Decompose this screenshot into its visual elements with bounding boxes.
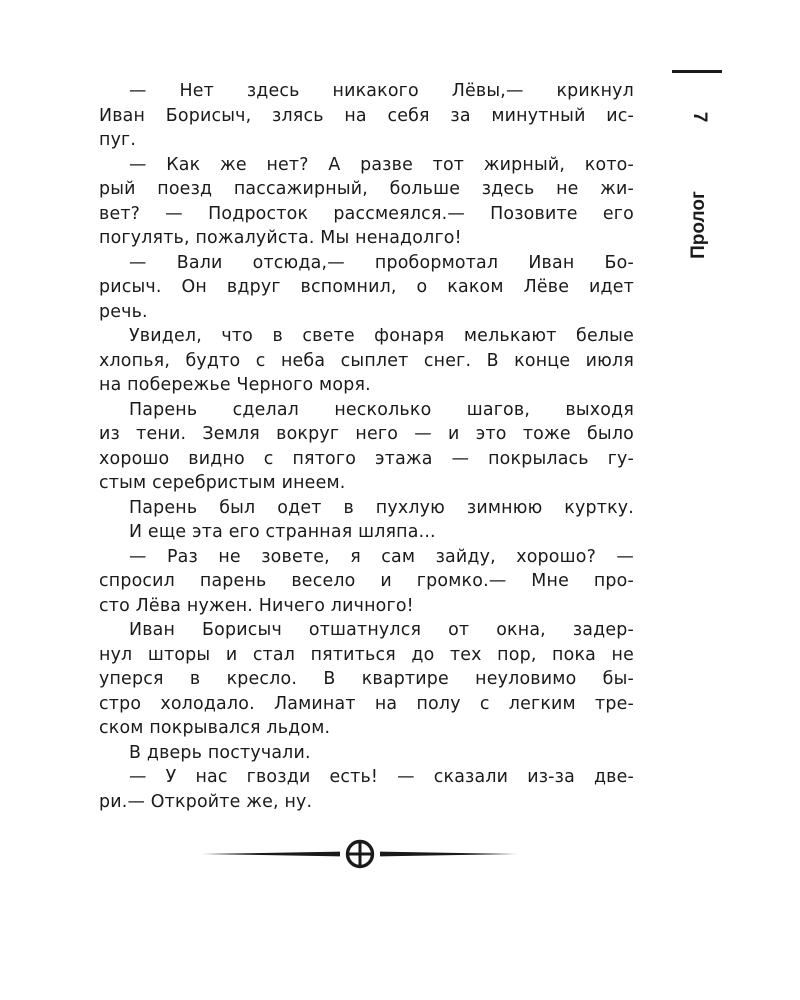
text-line: на побережье Черного моря. (99, 375, 371, 395)
text-line: уперся в кресло. В квартире неуловимо бы- (99, 669, 634, 689)
text-line: вет? — Подросток рассмеялся.— Позовите его (99, 203, 634, 224)
text-line: из тени. Земля вокруг него — и это тоже было (99, 424, 634, 444)
text-line: стым серебристым инеем. (99, 473, 346, 493)
text-line: ском покрывался льдом. (99, 718, 331, 738)
header-rule (672, 70, 722, 73)
text-line: рисыч. Он вдруг вспомнил, о каком Лёве идет (99, 277, 634, 297)
text-line: хорошо видно с пятого этажа — покрылась гу- (99, 448, 634, 469)
text-line: Увидел, что в свете фонаря мелькают белые (129, 326, 634, 346)
text-line: ри.— Откройте же, ну. (99, 791, 313, 812)
text-line: — У нас гвозди есть! — сказали из-за две- (129, 767, 634, 787)
text-line: речь. (99, 301, 148, 322)
chapter-title: Пролог (688, 191, 709, 259)
page-number: 7 (689, 111, 710, 123)
text-line: Иван Борисыч, злясь на себя за минутный ис- (99, 105, 634, 126)
text-line: В дверь постучали. (129, 742, 311, 763)
text-line: хлопья, будто с неба сыплет снег. В конце июля (99, 350, 634, 371)
text-line: сто Лёва нужен. Ничего личного! (99, 595, 414, 616)
text-line: рый поезд пассажирный, больше здесь не жи- (99, 179, 634, 199)
text-line: Иван Борисыч отшатнулся от окна, задер- (129, 620, 634, 640)
text-line: — Раз не зовете, я сам зайду, хорошо? — (129, 546, 634, 567)
text-line: стро холодало. Ламинат на полу с легким тре- (99, 693, 634, 714)
text-line: нул шторы и стал пятиться до тех пор, пока не (99, 644, 634, 665)
text-line: И еще эта его странная шляпа... (129, 522, 436, 542)
text-line: — Как же нет? А разве тот жирный, кото- (129, 154, 634, 175)
text-line: Парень сделал несколько шагов, выходя (129, 399, 634, 420)
text-line: пуг. (99, 130, 137, 150)
body-text (99, 79, 634, 814)
text-line: погулять, пожалуйста. Мы ненадолго! (99, 228, 462, 248)
text-line: спросил парень весело и громко.— Мне про- (99, 571, 634, 591)
text-line: — Нет здесь никакого Лёвы,— крикнул (129, 81, 634, 101)
text-line: — Вали отсюда,— пробормотал Иван Бо- (129, 252, 634, 273)
running-head (684, 102, 714, 272)
text-line: Парень был одет в пухлую зимнюю куртку. (129, 497, 634, 518)
section-divider-ornament-icon (200, 836, 520, 872)
